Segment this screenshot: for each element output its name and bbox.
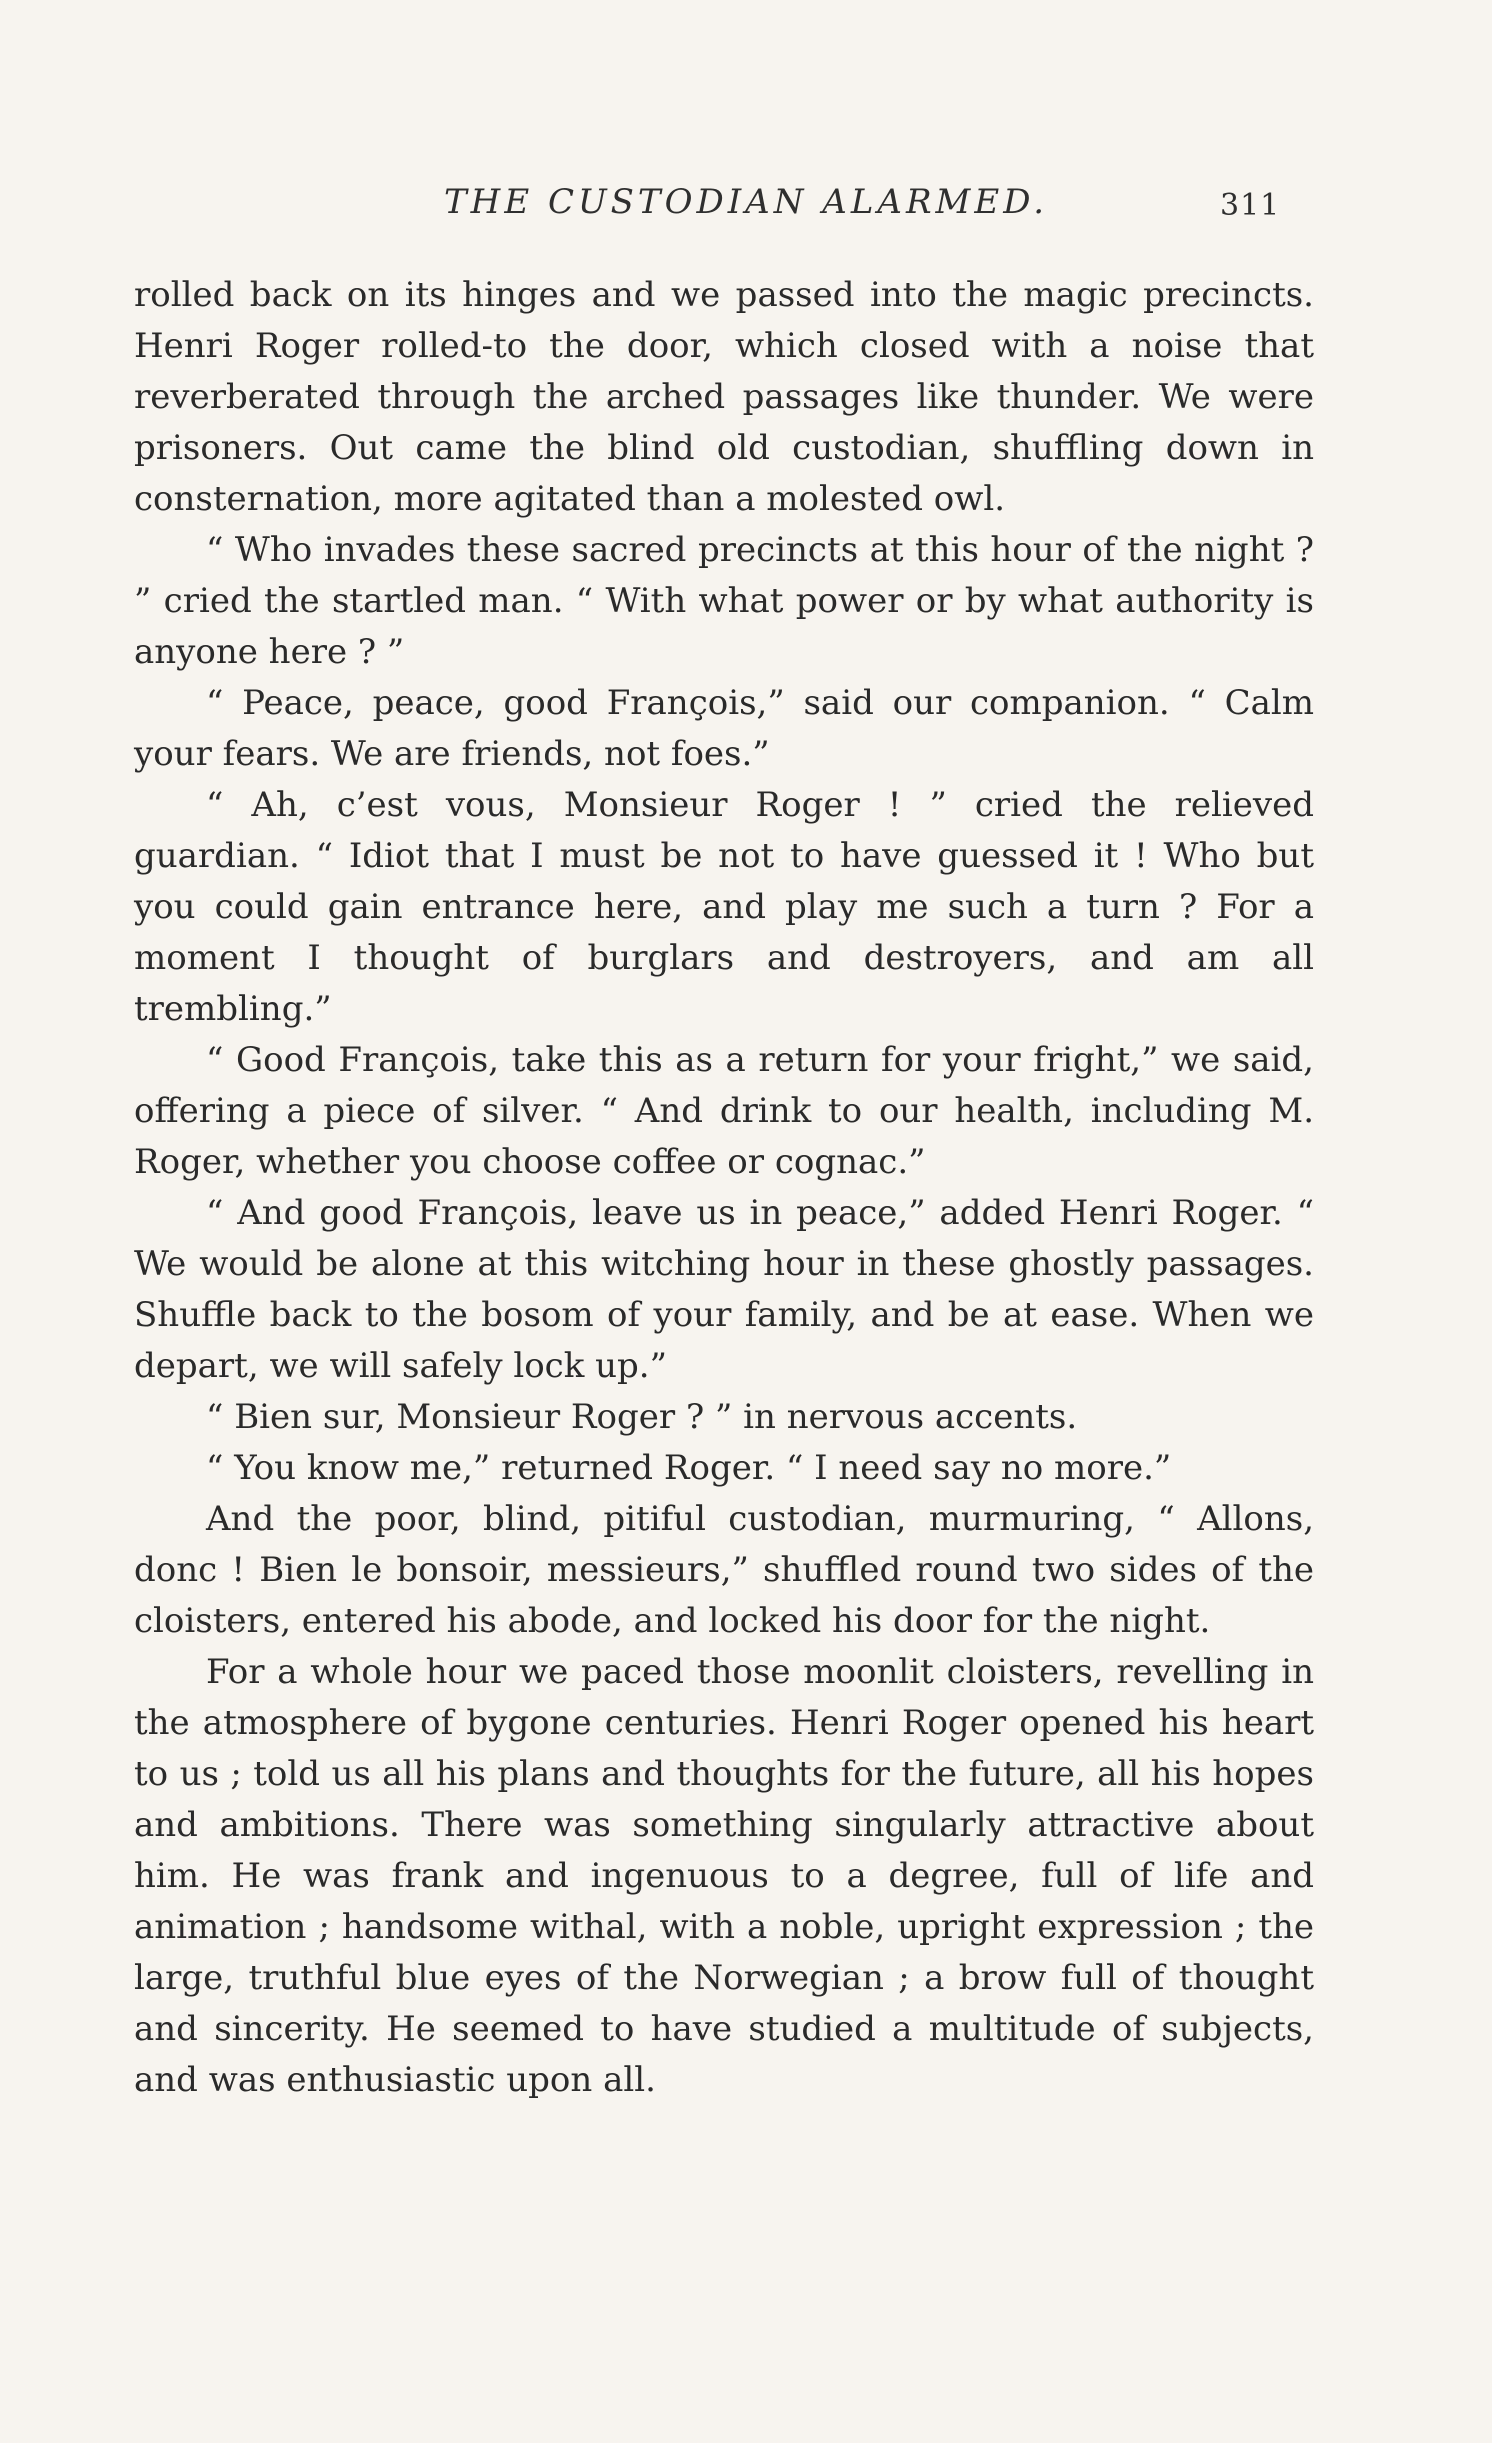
running-title: THE CUSTODIAN ALARMED. [444,182,1049,222]
page-number: 311 [1220,188,1281,223]
paragraph-10: For a whole hour we paced those moonlit cloisters, revelling in the atmosphere of bygone centuries. Henri Roger opened his heart to us ; told us all his plans and thoughts for the future, all his hopes and ambitions. There was something singularly attractive about him. He was frank and ingenuous to a degree, full of life and animation ; handsome withal, with a noble, upright expression ; the large, truthful blue eyes of the Norwegian ; a brow full of thought and sincerity. He seemed to have studied a multitude of subjects, and was enthusiastic upon all. [134,1652,1314,2100]
paragraph-2: “ Who invades these sacred precincts at this hour of the night ? ” cried the startled man. “ With what power or by what authority is anyone here ? ” [134,530,1314,672]
page-header [134,182,1314,232]
paragraph-4: “ Ah, c’est vous, Monsieur Roger ! ” cried the relieved guardian. “ Idiot that I must be not to have guessed it ! Who but you could gain entrance here, and play me such a turn ? For a moment I thought of burglars and destroyers, and am all trembling.” [134,785,1314,1029]
paragraph-7: “ Bien sur, Monsieur Roger ? ” in nervous accents. [206,1397,1078,1437]
paragraph-6: “ And good François, leave us in peace,” added Henri Roger. “ We would be alone at this witching hour in these ghostly passages. Shuffle back to the bosom of your family, and be at ease. When we depart, we will safely lock up.” [134,1193,1314,1386]
text-body [134,270,1314,2106]
paragraph-9: And the poor, blind, pitiful custodian, murmuring, “ Allons, donc ! Bien le bonsoir, messieurs,” shuffled round two sides of the cloisters, entered his abode, and locked his door for the night. [134,1499,1314,1641]
paragraph-1: rolled back on its hinges and we passed into the magic precincts. Henri Roger rolled-to the door, which closed with a noise that reverberated through the arched passages like thunder. We were prisoners. Out came the blind old custodian, shuffling down in consternation, more agitated than a molested owl. [134,275,1314,519]
paragraph-8: “ You know me,” returned Roger. “ I need say no more.” [206,1448,1172,1488]
paragraph-5: “ Good François, take this as a return for your fright,” we said, offering a piece of silver. “ And drink to our health, including M. Roger, whether you choose coffee or cognac.” [134,1040,1314,1182]
paragraph-3: “ Peace, peace, good François,” said our companion. “ Calm your fears. We are friends, not foes.” [134,683,1314,774]
